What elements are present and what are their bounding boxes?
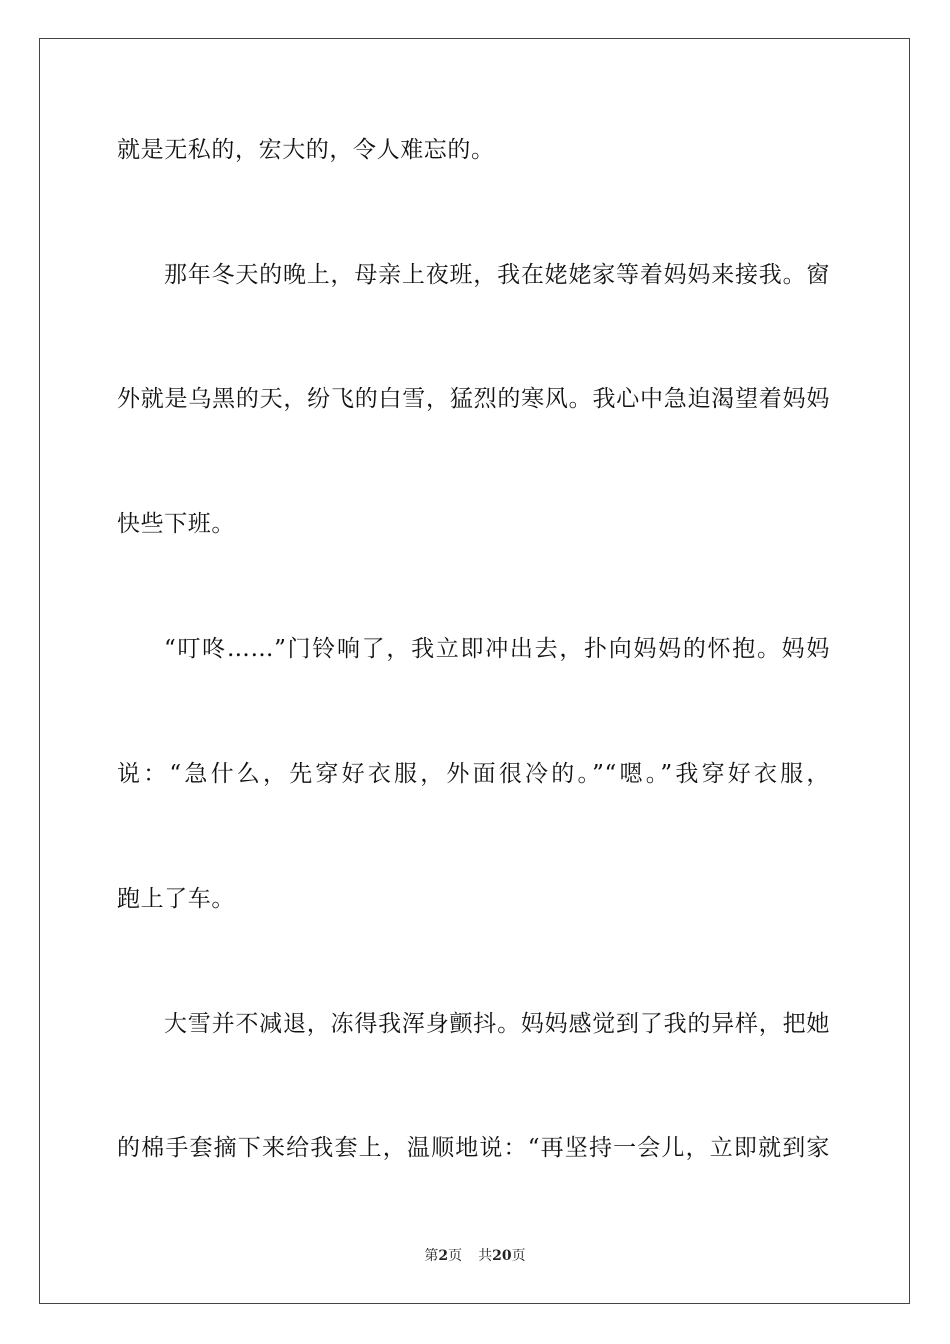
footer-page-prefix: 第 [424,1248,439,1264]
text-line-1: 就是无私的，宏大的，令人难忘的。 [117,137,495,163]
footer-total-prefix: 共 [478,1248,493,1264]
footer-page-suffix: 页 [448,1248,463,1264]
text-line-6: 说：“急什么，先穿好衣服，外面很冷的。”“嗯。”我穿好衣服， [117,761,830,787]
text-line-9: 的棉手套摘下来给我套上，温顺地说：“再坚持一会儿，立即就到家 [117,1135,830,1161]
page-footer [0,1247,950,1265]
footer-total-suffix: 页 [511,1248,526,1264]
footer-total-number: 20 [492,1248,512,1264]
text-line-4: 快些下班。 [117,511,235,537]
text-line-2: 那年冬天的晚上，母亲上夜班，我在姥姥家等着妈妈来接我。窗 [164,262,830,288]
text-line-8: 大雪并不减退，冻得我浑身颤抖。妈妈感觉到了我的异样，把她 [164,1011,830,1037]
text-line-5: “叮咚……”门铃响了，我立即冲出去，扑向妈妈的怀抱。妈妈 [164,636,830,662]
text-line-7: 跑上了车。 [117,886,235,912]
text-line-3: 外就是乌黑的天，纷飞的白雪，猛烈的寒风。我心中急迫渴望着妈妈 [117,386,830,412]
footer-page-number: 2 [438,1248,449,1264]
page-border [39,38,910,1304]
